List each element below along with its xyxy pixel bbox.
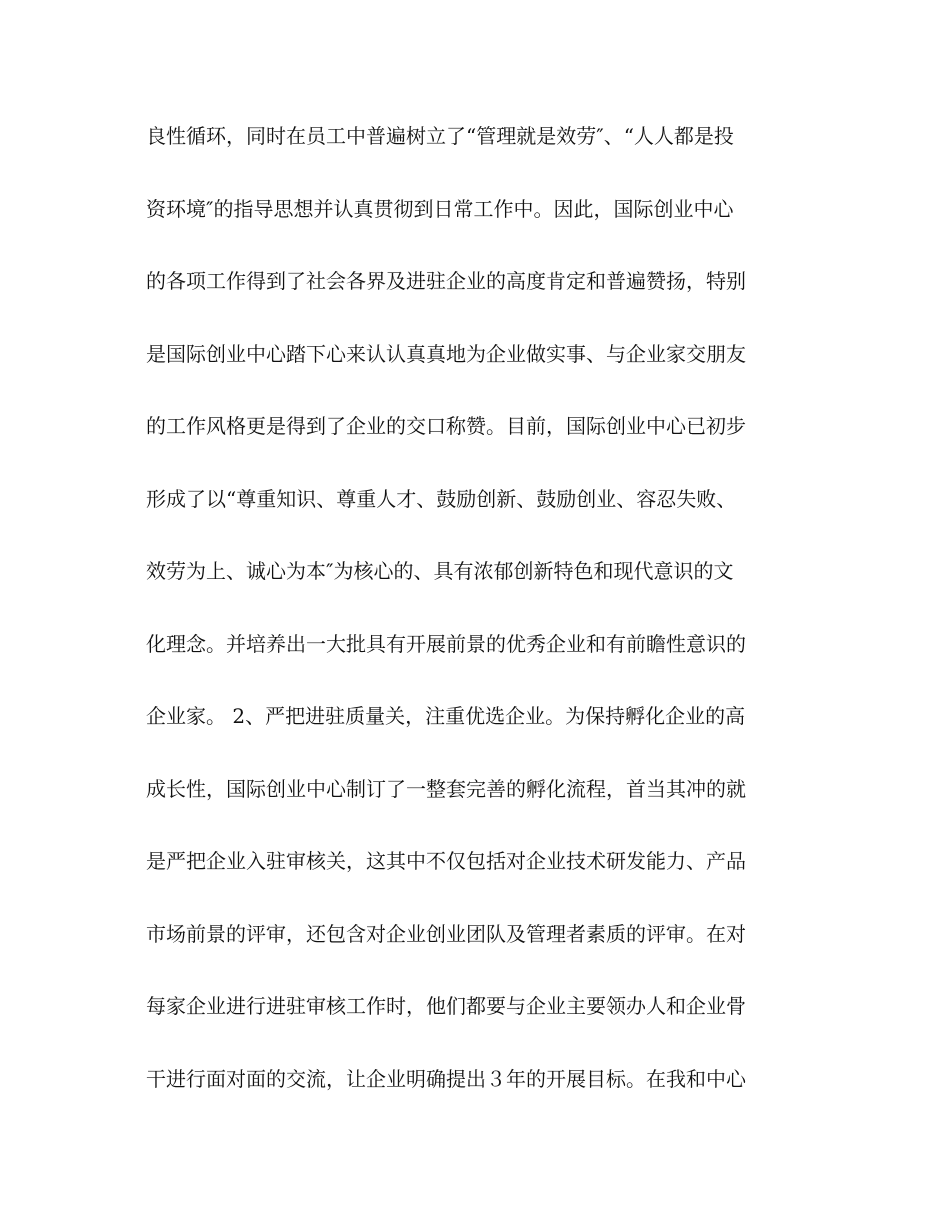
text-line: 的各项工作得到了社会各界及进驻企业的高度肯定和普遍赞扬，特别 <box>146 269 746 293</box>
text-line: 每家企业进行进驻审核工作时，他们都要与企业主要领办人和企业骨 <box>146 994 746 1018</box>
text-line: 是严把企业入驻审核关，这其中不仅包括对企业技术研发能力、产品 <box>146 849 746 873</box>
text-line: 是国际创业中心踏下心来认认真真地为企业做实事、与企业家交朋友 <box>146 341 746 366</box>
text-line: 市场前景的评审，还包含对企业创业团队及管理者素质的评审。在对 <box>146 921 746 946</box>
text-line: 形成了以“尊重知识、尊重人才、鼓励创新、鼓励创业、容忍失败、 <box>146 486 737 511</box>
text-line: 的工作风格更是得到了企业的交口称赞。目前，国际创业中心已初步 <box>146 414 746 438</box>
body-text <box>146 120 806 1135</box>
text-line: 成长性，国际创业中心制订了一整套完善的孵化流程，首当其冲的就 <box>146 776 746 801</box>
text-line: 干进行面对面的交流，让企业明确提出３年的开展目标。在我和中心 <box>146 1066 746 1091</box>
text-line: 化理念。并培养出一大批具有开展前景的优秀企业和有前瞻性意识的 <box>146 631 746 656</box>
text-line: 良性循环，同时在员工中普遍树立了“管理就是效劳″、“人人都是投 <box>146 124 734 148</box>
text-line: 资环境″的指导思想并认真贯彻到日常工作中。因此，国际创业中心 <box>146 196 734 221</box>
text-line: 企业家。 2、严把进驻质量关，注重优选企业。为保持孵化企业的高 <box>146 704 746 728</box>
text-line: 效劳为上、诚心为本″为核心的、具有浓郁创新特色和现代意识的文 <box>146 559 734 583</box>
